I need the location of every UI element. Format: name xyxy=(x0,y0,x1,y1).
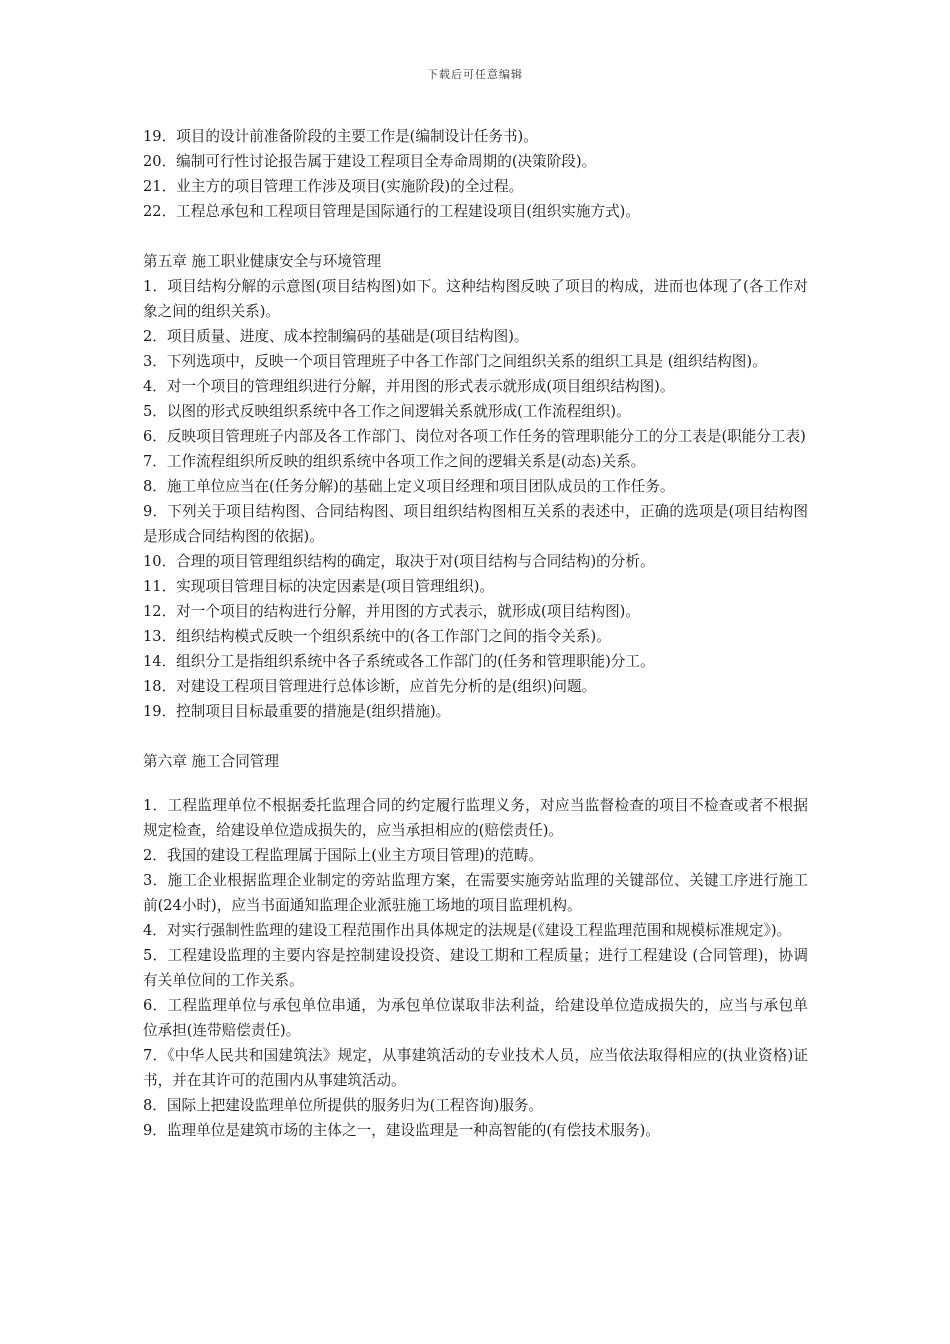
paragraph: 7．工作流程组织所反映的组织系统中各项工作之间的逻辑关系是(动态)关系。 xyxy=(143,453,646,470)
paragraph: 6．反映项目管理班子内部及各工作部门、岗位对各项工作任务的管理职能分工的分工表是(职能分工表) xyxy=(143,428,806,445)
paragraph: 19．控制项目目标最重要的措施是(组织措施)。 xyxy=(143,703,451,720)
paragraph: 6．工程监理单位与承包单位串通，为承包单位谋取非法利益，给建设单位造成损失的，应当与承包单位承担(连带赔偿责任)。 xyxy=(143,997,808,1039)
paragraph: 5．工程建设监理的主要内容是控制建设投资、建设工期和工程质量；进行工程建设 (合同管理)，协调有关单位间的工作关系。 xyxy=(143,947,808,989)
paragraph: 12．对一个项目的结构进行分解，并用图的方式表示，就形成(项目结构图)。 xyxy=(143,603,640,620)
paragraph: 21．业主方的项目管理工作涉及项目(实施阶段)的全过程。 xyxy=(143,178,524,195)
paragraph: 1．项目结构分解的示意图(项目结构图)如下。这种结构图反映了项目的构成，进而也体现了(各工作对象之间的组织关系)。 xyxy=(143,278,808,320)
paragraph: 18．对建设工程项目管理进行总体诊断，应首先分析的是(组织)问题。 xyxy=(143,678,597,695)
page-header: 下载后可任意编辑 xyxy=(427,68,523,81)
paragraph: 14．组织分工是指组织系统中各子系统或各工作部门的(任务和管理职能)分工。 xyxy=(143,653,655,670)
spacer xyxy=(143,774,808,793)
paragraph: 8．施工单位应当在(任务分解)的基础上定义项目经理和项目团队成员的工作任务。 xyxy=(143,478,675,495)
paragraph: 7．《中华人民共和国建筑法》规定，从事建筑活动的专业技术人员，应当依法取得相应的(执业资格)证书，并在其许可的范围内从事建筑活动。 xyxy=(143,1047,808,1089)
paragraph: 8．国际上把建设监理单位所提供的服务归为(工程咨询)服务。 xyxy=(143,1097,544,1114)
document-body xyxy=(143,124,808,1143)
paragraph: 11．实现项目管理目标的决定因素是(项目管理组织)。 xyxy=(143,578,495,595)
paragraph: 9．下列关于项目结构图、合同结构图、项目组织结构图相互关系的表述中，正确的选项是(项目结构图是形成合同结构图的依据)。 xyxy=(143,503,808,545)
paragraph: 5．以图的形式反映组织系统中各工作之间逻辑关系就形成(工作流程组织)。 xyxy=(143,403,631,420)
paragraph: 9．监理单位是建筑市场的主体之一，建设监理是一种高智能的(有偿技术服务)。 xyxy=(143,1122,660,1139)
paragraph: 4．对实行强制性监理的建设工程范围作出具体规定的法规是(《建设工程监理范围和规模标准规定》)。 xyxy=(143,922,792,939)
paragraph: 22．工程总承包和工程项目管理是国际通行的工程建设项目(组织实施方式)。 xyxy=(143,203,640,220)
chapter-heading: 第五章 施工职业健康安全与环境管理 xyxy=(143,253,382,270)
paragraph: 3．施工企业根据监理企业制定的旁站监理方案，在需要实施旁站监理的关键部位、关键工序进行施工前(24小时)，应当书面通知监理企业派驻施工场地的项目监理机构。 xyxy=(143,872,808,914)
paragraph: 20．编制可行性讨论报告属于建设工程项目全寿命周期的(决策阶段)。 xyxy=(143,153,597,170)
paragraph: 1．工程监理单位不根据委托监理合同的约定履行监理义务，对应当监督检查的项目不检查或者不根据规定检查，给建设单位造成损失的，应当承担相应的(赔偿责任)。 xyxy=(143,797,808,839)
paragraph: 19．项目的设计前准备阶段的主要工作是(编制设计任务书)。 xyxy=(143,128,538,145)
paragraph: 13．组织结构模式反映一个组织系统中的(各工作部门之间的指令关系)。 xyxy=(143,628,611,645)
paragraph: 2．我国的建设工程监理属于国际上(业主方项目管理)的范畴。 xyxy=(143,847,544,864)
spacer xyxy=(143,724,808,749)
paragraph: 2．项目质量、进度、成本控制编码的基础是(项目结构图)。 xyxy=(143,328,529,345)
chapter-heading: 第六章 施工合同管理 xyxy=(143,753,279,770)
paragraph: 4．对一个项目的管理组织进行分解，并用图的形式表示就形成(项目组织结构图)。 xyxy=(143,378,675,395)
paragraph: 10．合理的项目管理组织结构的确定，取决于对(项目结构与合同结构)的分析。 xyxy=(143,553,655,570)
spacer xyxy=(143,224,808,249)
paragraph: 3．下列选项中，反映一个项目管理班子中各工作部门之间组织关系的组织工具是 (组织结构图)。 xyxy=(143,353,767,370)
